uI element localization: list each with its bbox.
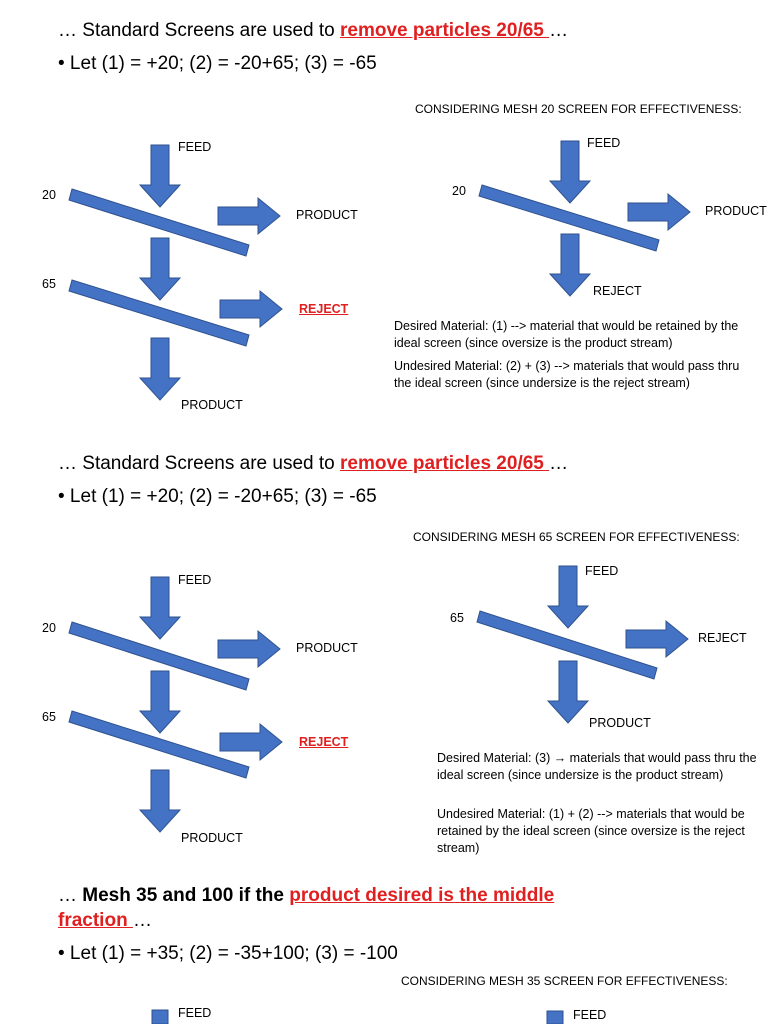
right-diagram-title: CONSIDERING MESH 20 SCREEN FOR EFFECTIVENESS: (415, 102, 742, 116)
screen-20-label: 20 (42, 188, 56, 202)
bullet-definition: • Let (1) = +20; (2) = -20+65; (3) = -65 (58, 53, 377, 74)
heading-emphasis: remove particles 20/65 (340, 20, 550, 41)
heading-emphasis: product desired is the middle (289, 885, 555, 906)
reject-label: REJECT (698, 631, 747, 645)
feed-label: FEED (587, 136, 621, 150)
product-bottom-arrow (140, 770, 180, 832)
feed-label: FEED (178, 140, 212, 154)
heading-bold-text: Mesh 35 and 100 if the (82, 885, 290, 906)
screen-65-label: 65 (42, 277, 56, 291)
feed-label: FEED (585, 564, 619, 578)
product-arrow (218, 631, 280, 667)
heading-text: … (58, 885, 83, 906)
product-label: PRODUCT (296, 641, 358, 655)
feed-label: FEED (573, 1008, 607, 1022)
desired-material-note: Desired Material: (1) --> material that would be retained by the ideal screen (since oversize is the product stream) (394, 319, 739, 350)
undesired-material-note: Undesired Material: (1) + (2) --> materials that would be retained by the ideal screen (since oversize is the reject stream) (437, 807, 745, 855)
section-heading (58, 885, 554, 907)
bullet-definition: • Let (1) = +20; (2) = -20+65; (3) = -65 (58, 486, 377, 507)
product-label: PRODUCT (705, 204, 767, 218)
product-bottom-label: PRODUCT (181, 831, 243, 845)
heading-text-suffix: … (549, 453, 569, 474)
bullet-definition: • Let (1) = +35; (2) = -35+100; (3) = -100 (58, 943, 398, 964)
heading-emphasis: fraction (58, 910, 133, 931)
product-label: PRODUCT (589, 716, 651, 730)
product-label: PRODUCT (296, 208, 358, 222)
section-heading-line2 (58, 910, 152, 932)
feed-arrow (140, 145, 180, 207)
feed-arrow (140, 577, 180, 639)
reject-label: REJECT (593, 284, 642, 298)
product-arrow (218, 198, 280, 234)
heading-text-suffix: … (549, 20, 569, 41)
desired-material-note: Desired Material: (3) → materials that would pass thru the ideal screen (since undersize is the product stream) (437, 751, 757, 782)
reject-label: REJECT (299, 302, 349, 316)
reject-arrow (220, 291, 282, 327)
screen-20-label: 20 (42, 621, 56, 635)
section-heading (58, 20, 568, 42)
feed-label: FEED (178, 1006, 212, 1020)
screen-65-label: 65 (42, 710, 56, 724)
reject-arrow (220, 724, 282, 760)
product-bottom-arrow (140, 338, 180, 400)
feed-arrow (152, 1010, 168, 1024)
screen-20-label: 20 (452, 184, 466, 198)
product-arrow (628, 194, 690, 230)
right-diagram-title: CONSIDERING MESH 65 SCREEN FOR EFFECTIVENESS: (413, 530, 740, 544)
feed-arrow (550, 141, 590, 203)
reject-label: REJECT (299, 735, 349, 749)
product-bottom-label: PRODUCT (181, 398, 243, 412)
heading-text: … Standard Screens are used to (58, 20, 340, 41)
heading-text-suffix: … (132, 910, 152, 931)
undersize-arrow (140, 671, 180, 733)
reject-arrow (626, 621, 688, 657)
undesired-material-note: Undesired Material: (2) + (3) --> materials that would pass thru the ideal screen (since undersize is the reject stream) (394, 359, 740, 390)
product-arrow (548, 661, 588, 723)
undersize-arrow (140, 238, 180, 300)
feed-label: FEED (178, 573, 212, 587)
reject-arrow (550, 234, 590, 296)
section-heading (58, 453, 568, 475)
feed-arrow (548, 566, 588, 628)
right-diagram-title: CONSIDERING MESH 35 SCREEN FOR EFFECTIVENESS: (401, 974, 728, 988)
screen-65-label: 65 (450, 611, 464, 625)
heading-emphasis: remove particles 20/65 (340, 453, 550, 474)
heading-text: … Standard Screens are used to (58, 453, 340, 474)
feed-arrow (547, 1011, 563, 1024)
